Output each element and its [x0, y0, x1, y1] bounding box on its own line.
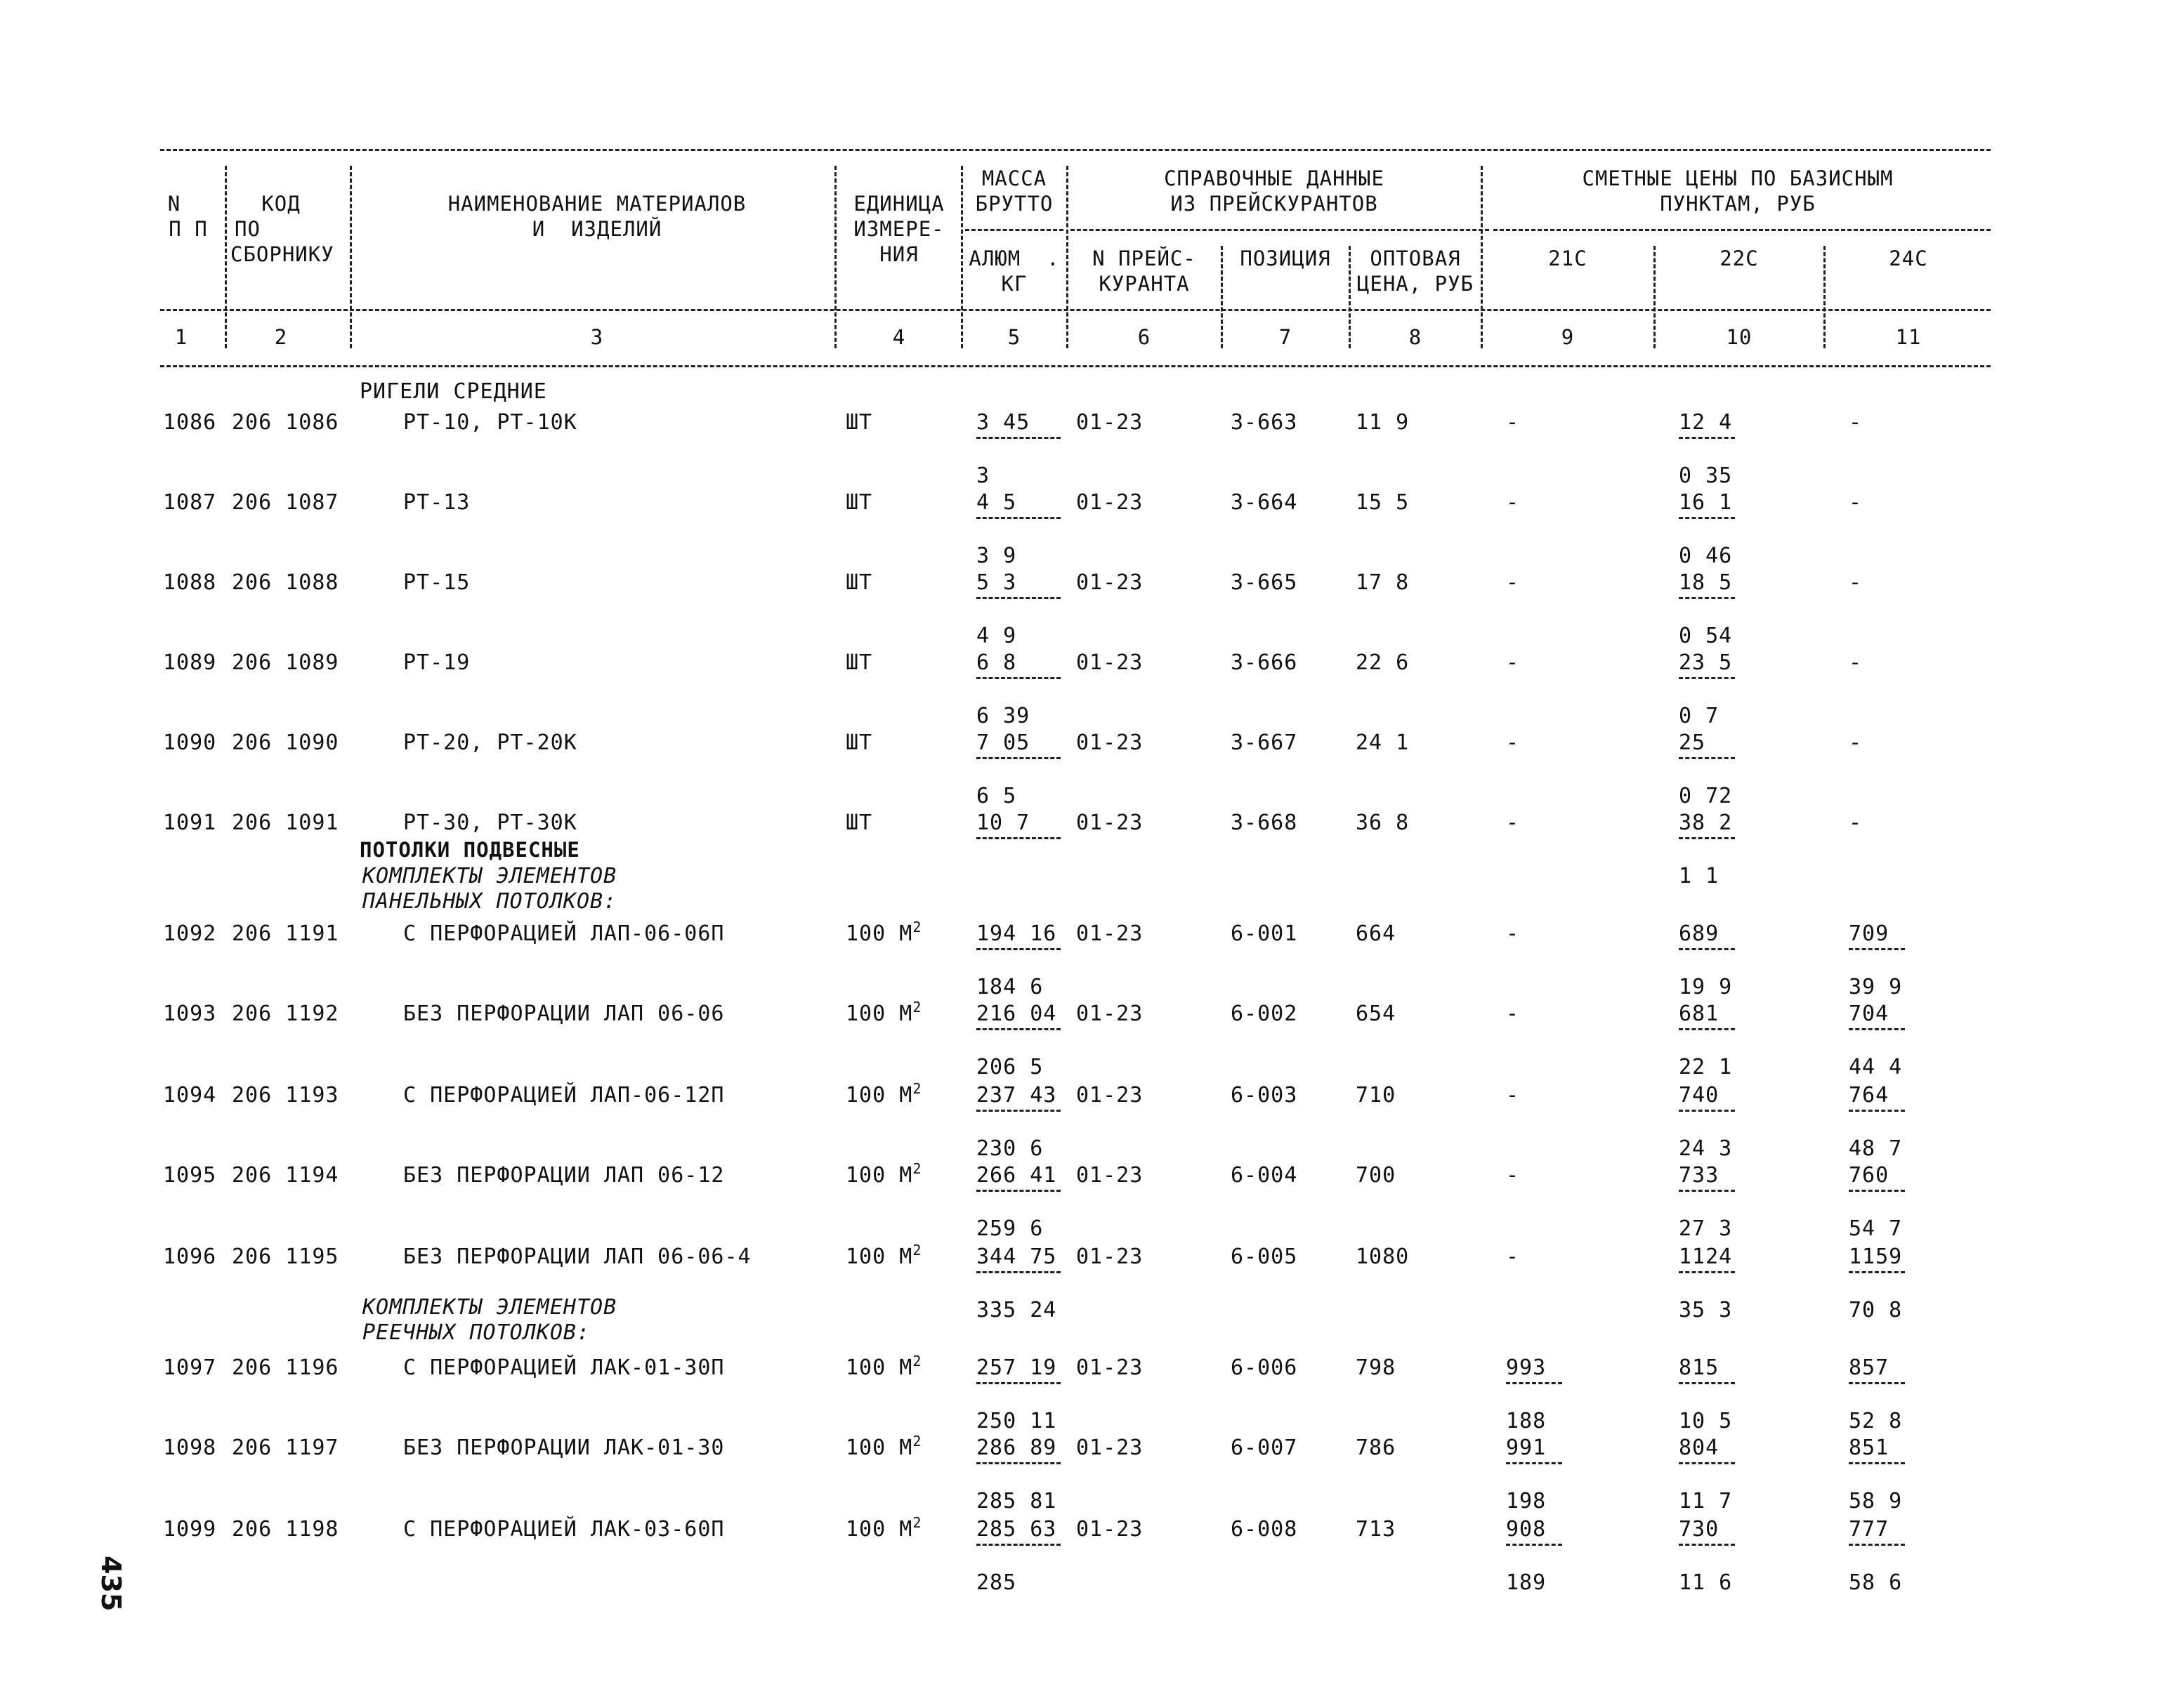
row-mass: 216 04: [976, 1001, 1057, 1026]
header-col2-line3: СБОРНИКУ: [230, 242, 334, 266]
row-position: 6-004: [1231, 1163, 1298, 1188]
row-mass-alum: 184 6: [976, 975, 1044, 999]
header-col9: 21С: [1548, 247, 1587, 270]
row-price-24c-sub: 48 7: [1849, 1136, 1903, 1161]
p22-fraction-bar: [1679, 1190, 1735, 1192]
colnum-1: 1: [174, 325, 188, 349]
row-price-22c: 18 5: [1679, 570, 1733, 595]
mass-fraction-bar: [976, 517, 1061, 519]
row-price-22c: 38 2: [1679, 810, 1733, 835]
row-price-24c: -: [1849, 490, 1863, 515]
row-wholesale-price: 22 6: [1356, 650, 1410, 675]
page-number: 435: [96, 1556, 126, 1612]
header-col2-line2: ПО: [235, 217, 261, 241]
row-code: 206 1091: [232, 810, 339, 835]
mass-fraction-bar: [976, 1271, 1061, 1273]
header-ref-group-line2: ИЗ ПРЕЙСКУРАНТОВ: [1170, 192, 1378, 216]
row-price-list: 01-23: [1076, 490, 1144, 515]
row-price-21c: -: [1506, 730, 1520, 755]
colnum-8: 8: [1408, 325, 1422, 349]
unit-superscript: 2: [912, 1080, 922, 1097]
header-ref-group-line1: СПРАВОЧНЫЕ ДАННЫЕ: [1164, 166, 1384, 190]
row-price-24c-sub: 58 6: [1849, 1570, 1903, 1595]
row-name: РТ-20, РТ-20К: [403, 730, 577, 755]
row-price-21c-sub: 189: [1506, 1570, 1547, 1595]
row-name: РТ-15: [403, 570, 471, 595]
row-position: 3-668: [1231, 810, 1298, 835]
header-col8-line2: ЦЕНА, РУБ: [1356, 272, 1474, 296]
p22-fraction-bar: [1679, 597, 1735, 599]
mass-fraction-bar: [976, 948, 1061, 950]
row-mass: 344 75: [976, 1244, 1057, 1269]
unit-superscript: 2: [912, 1242, 922, 1259]
row-code: 206 1191: [232, 921, 339, 946]
row-unit: 100 $М^2$: [846, 1514, 922, 1542]
mass-fraction-bar: [976, 437, 1061, 439]
row-wholesale-price: 1080: [1356, 1244, 1410, 1269]
header-col1-line2: П П: [169, 217, 208, 241]
row-price-24c: 764: [1849, 1083, 1889, 1108]
row-price-22c: 689: [1679, 921, 1719, 946]
header-sep-4: [961, 166, 963, 348]
row-position: 6-002: [1231, 1001, 1298, 1026]
row-wholesale-price: 798: [1356, 1355, 1396, 1380]
unit-superscript: 2: [912, 1160, 922, 1177]
mass-fraction-bar: [976, 1190, 1061, 1192]
row-position: 3-663: [1231, 410, 1298, 435]
header-col4-line2: ИЗМЕРЕ-: [853, 217, 945, 241]
header-col4-line1: ЕДИНИЦА: [853, 192, 945, 216]
row-unit: 100 $М^2$: [846, 999, 922, 1026]
p22-fraction-bar: [1679, 837, 1735, 839]
row-name: С ПЕРФОРАЦИЕЙ ЛАП-06-06П: [403, 921, 725, 946]
row-unit: 100 $М^2$: [846, 1242, 922, 1269]
row-wholesale-price: 15 5: [1356, 490, 1410, 515]
row-price-list: 01-23: [1076, 730, 1144, 755]
row-number: 1096: [163, 1244, 217, 1269]
row-price-list: 01-23: [1076, 810, 1144, 835]
colnum-9: 9: [1561, 325, 1575, 349]
row-wholesale-price: 24 1: [1356, 730, 1410, 755]
row-price-22c: 733: [1679, 1163, 1719, 1188]
mass-fraction-bar: [976, 1382, 1061, 1384]
row-number: 1090: [163, 730, 217, 755]
p24-fraction-bar: [1849, 948, 1905, 950]
row-price-24c-sub: 39 9: [1849, 975, 1903, 999]
row-price-24c: -: [1849, 570, 1863, 595]
row-price-21c: 991: [1506, 1436, 1547, 1460]
row-code: 206 1195: [232, 1244, 339, 1269]
row-code: 206 1198: [232, 1517, 339, 1542]
row-mass: 6 8: [976, 650, 1017, 675]
row-price-22c-sub: 11 7: [1679, 1489, 1733, 1513]
unit-superscript: 2: [912, 999, 922, 1016]
row-price-list: 01-23: [1076, 1163, 1144, 1188]
row-wholesale-price: 11 9: [1356, 410, 1410, 435]
row-price-22c-sub: 24 3: [1679, 1136, 1733, 1161]
row-price-24c: 760: [1849, 1163, 1889, 1188]
row-price-21c: -: [1506, 1001, 1520, 1026]
row-price-list: 01-23: [1076, 1517, 1144, 1542]
row-mass: 266 41: [976, 1163, 1057, 1188]
row-price-24c: 851: [1849, 1436, 1889, 1460]
row-mass-alum: 285: [976, 1570, 1017, 1595]
row-unit: 100 $М^2$: [846, 1080, 922, 1108]
header-col7-line1: ПОЗИЦИЯ: [1240, 247, 1331, 270]
row-mass-alum: 206 5: [976, 1055, 1044, 1079]
row-price-24c: -: [1849, 650, 1863, 675]
row-price-24c: 857: [1849, 1355, 1889, 1380]
header-col1-line1: N: [167, 192, 181, 216]
header-col3-line2: И ИЗДЕЛИЙ: [532, 217, 662, 241]
p22-fraction-bar: [1679, 757, 1735, 759]
row-price-24c: -: [1849, 810, 1863, 835]
row-price-21c: -: [1506, 921, 1520, 946]
row-number: 1088: [163, 570, 217, 595]
row-price-24c-sub: 70 8: [1849, 1298, 1903, 1322]
row-price-22c-sub: 35 3: [1679, 1298, 1733, 1322]
p22-fraction-bar: [1679, 1271, 1735, 1273]
p24-fraction-bar: [1849, 1190, 1905, 1192]
header-col6-line1: N ПРЕЙС-: [1092, 247, 1196, 270]
row-unit: ШТ: [846, 650, 873, 675]
row-mass-alum: 3: [976, 464, 990, 488]
mass-fraction-bar: [976, 597, 1061, 599]
row-price-22c: 12 4: [1679, 410, 1733, 435]
unit-superscript: 2: [912, 1353, 922, 1369]
row-price-24c: -: [1849, 410, 1863, 435]
subsection-rail-line2: РЕЕЧНЫХ ПОТОЛКОВ:: [362, 1320, 591, 1345]
row-price-21c: -: [1506, 410, 1520, 435]
row-wholesale-price: 713: [1356, 1517, 1396, 1542]
row-name: БЕЗ ПЕРФОРАЦИИ ЛАП 06-12: [403, 1163, 725, 1188]
row-price-22c: 740: [1679, 1083, 1719, 1108]
row-price-24c: 704: [1849, 1001, 1889, 1026]
header-price-group-line1: СМЕТНЫЕ ЦЕНЫ ПО БАЗИСНЫМ: [1582, 166, 1894, 190]
unit-superscript: 2: [912, 919, 922, 935]
row-number: 1089: [163, 650, 217, 675]
row-number: 1091: [163, 810, 217, 835]
row-price-22c-sub: 22 1: [1679, 1055, 1733, 1079]
row-price-24c: 777: [1849, 1517, 1889, 1542]
row-mass: 7 05: [976, 730, 1030, 755]
row-price-list: 01-23: [1076, 1083, 1144, 1108]
row-position: 6-008: [1231, 1517, 1298, 1542]
row-price-list: 01-23: [1076, 650, 1144, 675]
row-unit: ШТ: [846, 810, 873, 835]
row-mass-alum: 6 5: [976, 784, 1017, 808]
row-code: 206 1088: [232, 570, 339, 595]
row-number: 1094: [163, 1083, 217, 1108]
row-wholesale-price: 700: [1356, 1163, 1396, 1188]
row-price-22c-sub: 0 35: [1679, 464, 1733, 488]
colnum-3: 3: [590, 325, 604, 349]
row-mass: 257 19: [976, 1355, 1057, 1380]
row-unit: 100 $М^2$: [846, 1433, 922, 1460]
row-unit: ШТ: [846, 490, 873, 515]
table-top-rule: [160, 149, 1991, 151]
row-number: 1092: [163, 921, 217, 946]
row-number: 1098: [163, 1436, 217, 1460]
row-mass-alum: 3 9: [976, 544, 1017, 568]
row-price-22c: 1124: [1679, 1244, 1733, 1269]
row-price-21c-sub: 198: [1506, 1489, 1547, 1513]
row-code: 206 1197: [232, 1436, 339, 1460]
row-unit: 100 $М^2$: [846, 919, 922, 946]
row-number: 1097: [163, 1355, 217, 1380]
row-price-22c-sub: 27 3: [1679, 1216, 1733, 1241]
mass-fraction-bar: [976, 1544, 1061, 1546]
row-number: 1095: [163, 1163, 217, 1188]
p22-fraction-bar: [1679, 948, 1735, 950]
ref-sub-rule: [1070, 229, 1489, 231]
p24-fraction-bar: [1849, 1382, 1905, 1384]
row-code: 206 1089: [232, 650, 339, 675]
row-mass: 194 16: [976, 921, 1057, 946]
colnum-4: 4: [892, 325, 906, 349]
p24-fraction-bar: [1849, 1110, 1905, 1112]
row-number: 1099: [163, 1517, 217, 1542]
row-mass: 285 63: [976, 1517, 1057, 1542]
p24-fraction-bar: [1849, 1028, 1905, 1030]
row-price-21c: -: [1506, 810, 1520, 835]
section-heading-rigeli: РИГЕЛИ СРЕДНИЕ: [360, 379, 547, 404]
row-name: С ПЕРФОРАЦИЕЙ ЛАК-03-60П: [403, 1517, 725, 1542]
row-mass-alum: 335 24: [976, 1298, 1057, 1322]
colnum-7: 7: [1278, 325, 1292, 349]
row-wholesale-price: 36 8: [1356, 810, 1410, 835]
row-name: РТ-19: [403, 650, 471, 675]
row-price-22c: 730: [1679, 1517, 1719, 1542]
row-price-22c-sub: 10 5: [1679, 1409, 1733, 1433]
header-sep-5: [1066, 166, 1068, 348]
mass-fraction-bar: [976, 837, 1061, 839]
row-price-21c: 908: [1506, 1517, 1547, 1542]
header-col6-line2: КУРАНТА: [1099, 272, 1190, 296]
row-name: РТ-10, РТ-10К: [403, 410, 577, 435]
row-price-21c: -: [1506, 1163, 1520, 1188]
row-price-21c: -: [1506, 1244, 1520, 1269]
row-price-22c-sub: 0 46: [1679, 544, 1733, 568]
unit-superscript: 2: [912, 1433, 922, 1450]
row-position: 6-001: [1231, 921, 1298, 946]
p21-fraction-bar: [1506, 1382, 1562, 1384]
row-code: 206 1086: [232, 410, 339, 435]
header-sep-3: [834, 166, 837, 348]
subsection-rail-line1: КОМПЛЕКТЫ ЭЛЕМЕНТОВ: [362, 1295, 617, 1320]
row-unit: ШТ: [846, 730, 873, 755]
header-col10: 22С: [1719, 247, 1759, 270]
colnum-2: 2: [274, 325, 288, 349]
header-bottom-rule: [160, 309, 1991, 311]
header-col11: 24С: [1889, 247, 1928, 270]
p22-fraction-bar: [1679, 1382, 1735, 1384]
header-sep-7: [1349, 246, 1351, 348]
row-code: 206 1193: [232, 1083, 339, 1108]
unit-superscript: 2: [912, 1514, 922, 1531]
colnum-11: 11: [1895, 325, 1922, 349]
row-unit: 100 $М^2$: [846, 1353, 922, 1380]
p21-fraction-bar: [1506, 1544, 1562, 1546]
row-position: 6-003: [1231, 1083, 1298, 1108]
colnum-10: 10: [1726, 325, 1752, 349]
subsection-panel-line1: КОМПЛЕКТЫ ЭЛЕМЕНТОВ: [362, 864, 617, 888]
row-price-list: 01-23: [1076, 410, 1144, 435]
header-col5-line4: КГ: [1001, 272, 1028, 296]
row-wholesale-price: 654: [1356, 1001, 1396, 1026]
row-price-24c: 709: [1849, 921, 1889, 946]
row-position: 3-667: [1231, 730, 1298, 755]
mass-fraction-bar: [976, 1462, 1061, 1464]
header-col5-line2: БРУТТО: [975, 192, 1054, 216]
row-price-22c: 16 1: [1679, 490, 1733, 515]
row-price-22c-sub: 19 9: [1679, 975, 1733, 999]
row-mass-alum: 250 11: [976, 1409, 1057, 1433]
p22-fraction-bar: [1679, 1110, 1735, 1112]
row-price-24c-sub: 44 4: [1849, 1055, 1903, 1079]
header-col3-line1: НАИМЕНОВАНИЕ МАТЕРИАЛОВ: [447, 192, 747, 216]
row-price-22c-sub: 0 54: [1679, 624, 1733, 648]
row-price-21c-sub: 188: [1506, 1409, 1547, 1433]
row-name: БЕЗ ПЕРФОРАЦИИ ЛАП 06-06-4: [403, 1244, 752, 1269]
header-sep-8: [1481, 166, 1483, 348]
p24-fraction-bar: [1849, 1544, 1905, 1546]
p24-fraction-bar: [1849, 1462, 1905, 1464]
row-price-list: 01-23: [1076, 1436, 1144, 1460]
row-position: 3-665: [1231, 570, 1298, 595]
colnum-5: 5: [1007, 325, 1021, 349]
row-price-list: 01-23: [1076, 1001, 1144, 1026]
row-number: 1087: [163, 490, 217, 515]
row-unit: 100 $М^2$: [846, 1160, 922, 1188]
header-sep-10: [1823, 246, 1826, 348]
row-price-22c-sub: 0 7: [1679, 704, 1719, 728]
mass-fraction-bar: [976, 677, 1061, 679]
header-sep-9: [1653, 246, 1656, 348]
row-price-24c: 1159: [1849, 1244, 1903, 1269]
row-code: 206 1090: [232, 730, 339, 755]
header-col8-line1: ОПТОВАЯ: [1370, 247, 1461, 270]
row-code: 206 1087: [232, 490, 339, 515]
row-price-22c-sub: 1 1: [1679, 864, 1719, 888]
row-position: 6-007: [1231, 1436, 1298, 1460]
row-price-21c: 993: [1506, 1355, 1547, 1380]
row-price-24c-sub: 52 8: [1849, 1409, 1903, 1433]
row-price-list: 01-23: [1076, 570, 1144, 595]
mass-sub-rule: [965, 229, 1063, 231]
row-price-24c-sub: 54 7: [1849, 1216, 1903, 1241]
row-wholesale-price: 17 8: [1356, 570, 1410, 595]
row-price-list: 01-23: [1076, 921, 1144, 946]
p22-fraction-bar: [1679, 437, 1735, 439]
p22-fraction-bar: [1679, 677, 1735, 679]
colnum-6: 6: [1137, 325, 1151, 349]
p22-fraction-bar: [1679, 1028, 1735, 1030]
row-mass: 237 43: [976, 1083, 1057, 1108]
section-heading-potolki: ПОТОЛКИ ПОДВЕСНЫЕ: [360, 838, 580, 862]
p21-fraction-bar: [1506, 1462, 1562, 1464]
row-name: С ПЕРФОРАЦИЕЙ ЛАП-06-12П: [403, 1083, 725, 1108]
row-name: С ПЕРФОРАЦИЕЙ ЛАК-01-30П: [403, 1355, 725, 1380]
mass-fraction-bar: [976, 757, 1061, 759]
row-position: 3-664: [1231, 490, 1298, 515]
row-price-22c: 681: [1679, 1001, 1719, 1026]
row-price-22c-sub: 11 6: [1679, 1570, 1733, 1595]
row-name: РТ-13: [403, 490, 471, 515]
row-mass: 3 45: [976, 410, 1030, 435]
header-col2-line1: КОД: [261, 192, 301, 216]
header-price-group-line2: ПУНКТАМ, РУБ: [1660, 192, 1816, 216]
p22-fraction-bar: [1679, 517, 1735, 519]
mass-fraction-bar: [976, 1028, 1061, 1030]
row-position: 6-005: [1231, 1244, 1298, 1269]
row-mass: 5 3: [976, 570, 1017, 595]
row-wholesale-price: 664: [1356, 921, 1396, 946]
row-price-list: 01-23: [1076, 1355, 1144, 1380]
row-price-21c: -: [1506, 1083, 1520, 1108]
header-col5-line3: АЛЮМ .: [969, 247, 1060, 270]
row-price-21c: -: [1506, 570, 1520, 595]
row-price-24c-sub: 58 9: [1849, 1489, 1903, 1513]
row-code: 206 1196: [232, 1355, 339, 1380]
row-code: 206 1192: [232, 1001, 339, 1026]
row-code: 206 1194: [232, 1163, 339, 1188]
header-col4-line3: НИЯ: [879, 242, 919, 266]
row-price-22c: 804: [1679, 1436, 1719, 1460]
row-price-22c: 815: [1679, 1355, 1719, 1380]
row-name: БЕЗ ПЕРФОРАЦИИ ЛАК-01-30: [403, 1436, 725, 1460]
row-name: РТ-30, РТ-30К: [403, 810, 577, 835]
row-mass-alum: 259 6: [976, 1216, 1044, 1241]
row-price-21c: -: [1506, 490, 1520, 515]
p22-fraction-bar: [1679, 1544, 1735, 1546]
row-mass-alum: 4 9: [976, 624, 1017, 648]
header-col5-line1: МАССА: [981, 166, 1047, 190]
numbers-bottom-rule: [160, 365, 1991, 367]
row-mass: 10 7: [976, 810, 1030, 835]
header-sep-6: [1221, 246, 1223, 348]
subsection-panel-line2: ПАНЕЛЬНЫХ ПОТОЛКОВ:: [362, 889, 617, 914]
header-sep-2: [350, 166, 352, 348]
row-wholesale-price: 786: [1356, 1436, 1396, 1460]
row-unit: ШТ: [846, 410, 873, 435]
row-mass: 286 89: [976, 1436, 1057, 1460]
row-price-24c: -: [1849, 730, 1863, 755]
row-mass-alum: 285 81: [976, 1489, 1057, 1513]
row-mass-alum: 6 39: [976, 704, 1030, 728]
row-mass: 4 5: [976, 490, 1017, 515]
header-sep-1: [225, 166, 227, 348]
row-wholesale-price: 710: [1356, 1083, 1396, 1108]
row-position: 3-666: [1231, 650, 1298, 675]
row-price-list: 01-23: [1076, 1244, 1144, 1269]
row-position: 6-006: [1231, 1355, 1298, 1380]
p24-fraction-bar: [1849, 1271, 1905, 1273]
mass-fraction-bar: [976, 1110, 1061, 1112]
p22-fraction-bar: [1679, 1462, 1735, 1464]
row-price-22c: 25: [1679, 730, 1706, 755]
row-price-22c: 23 5: [1679, 650, 1733, 675]
row-name: БЕЗ ПЕРФОРАЦИИ ЛАП 06-06: [403, 1001, 725, 1026]
row-price-21c: -: [1506, 650, 1520, 675]
row-mass-alum: 230 6: [976, 1136, 1044, 1161]
price-sub-rule: [1493, 229, 1991, 231]
row-number: 1093: [163, 1001, 217, 1026]
row-number: 1086: [163, 410, 217, 435]
row-unit: ШТ: [846, 570, 873, 595]
row-price-22c-sub: 0 72: [1679, 784, 1733, 808]
